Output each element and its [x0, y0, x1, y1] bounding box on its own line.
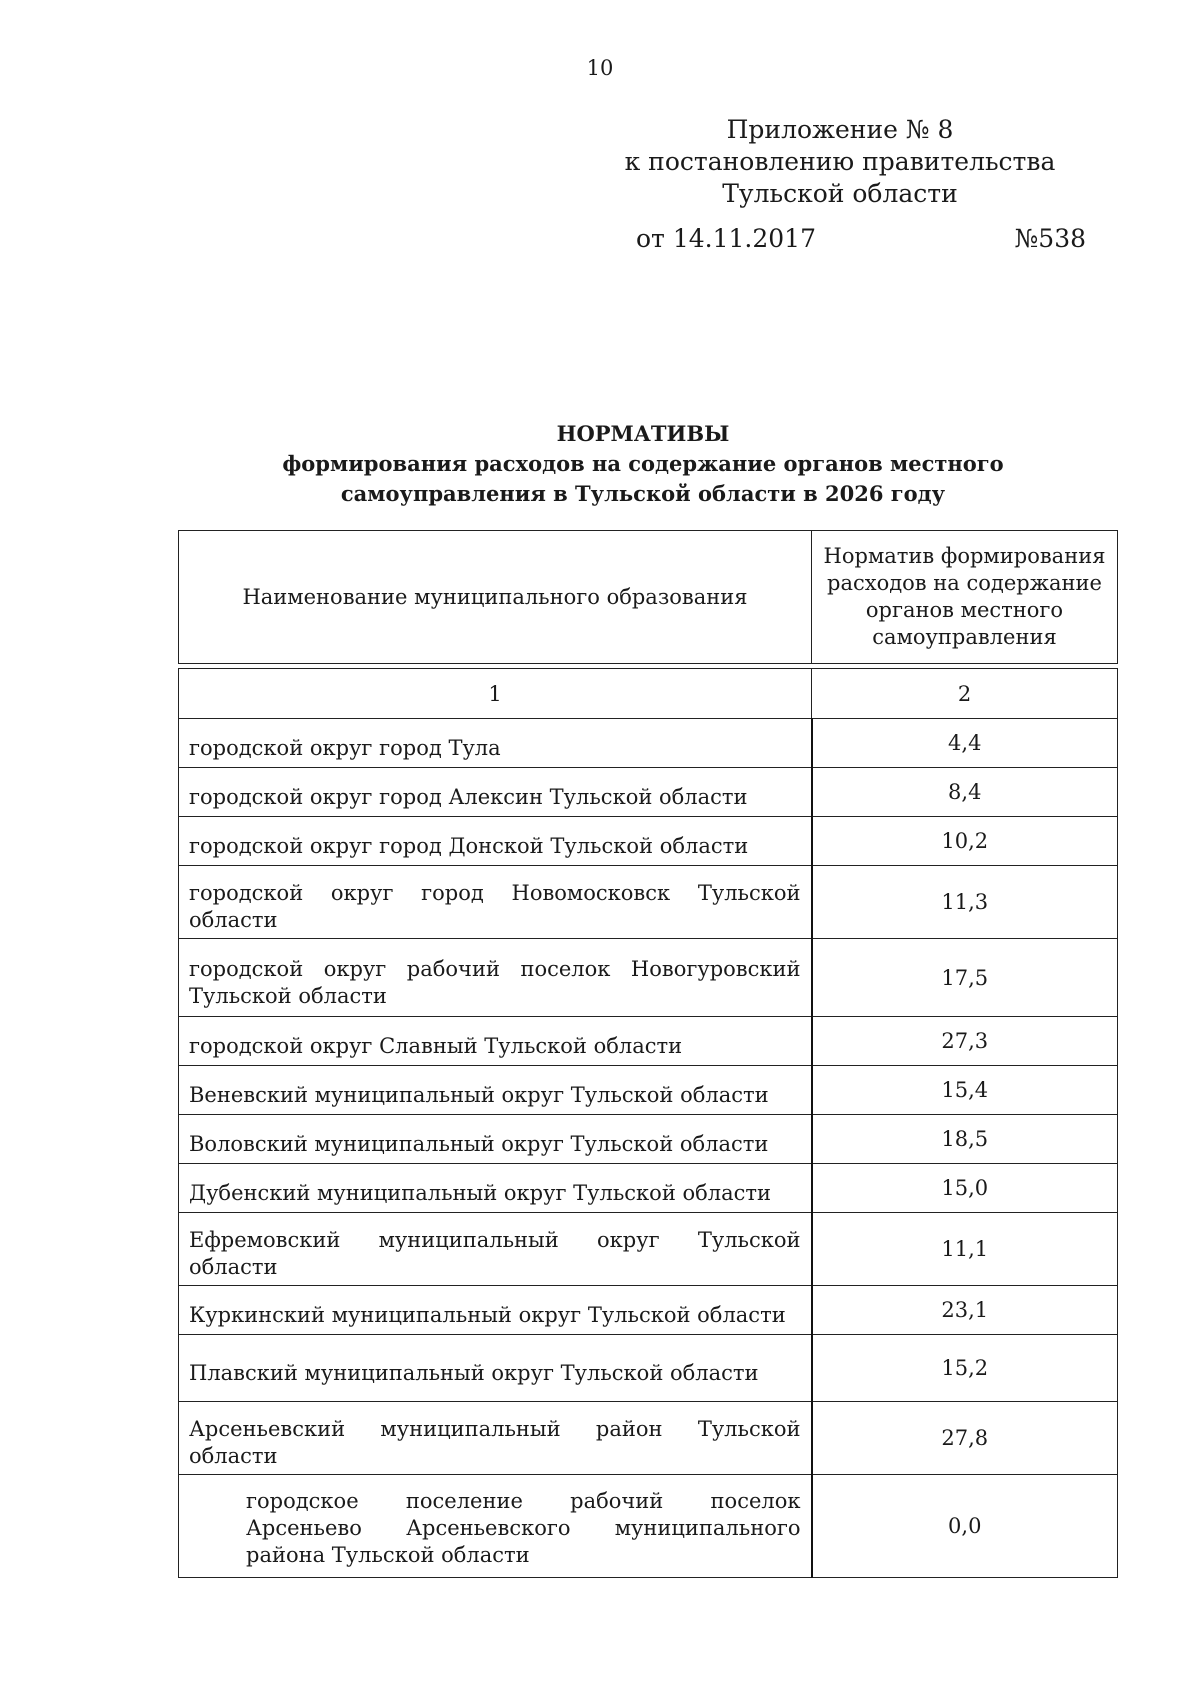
heading-subtitle-2: самоуправления в Тульской области в 2026 году: [340, 481, 946, 506]
municipality-name: Дубенский муниципальный округ Тульской области: [179, 1164, 812, 1213]
appendix-ref: к постановлению правительства: [624, 147, 1056, 176]
municipality-name: городской округ Славный Тульской области: [179, 1017, 812, 1066]
municipality-name: городской округ город Донской Тульской области: [179, 817, 812, 866]
document-date: от 14.11.2017: [636, 224, 816, 253]
table-row: [179, 1115, 1118, 1164]
norm-value: 18,5: [812, 1115, 1118, 1164]
municipality-name: Воловский муниципальный округ Тульской области: [179, 1115, 812, 1164]
heading-subtitle-1: формирования расходов на содержание органов местного: [282, 451, 1004, 476]
norm-value: 0,0: [812, 1475, 1118, 1578]
municipality-name: Ефремовский муниципальный округ Тульской области: [179, 1213, 812, 1286]
table-row: [179, 866, 1118, 939]
appendix-title: Приложение № 8: [726, 115, 954, 144]
norm-value: 27,3: [812, 1017, 1118, 1066]
table-row: [179, 939, 1118, 1017]
municipality-name: Веневский муниципальный округ Тульской области: [179, 1066, 812, 1115]
document-number: №538: [1014, 224, 1086, 253]
norm-value: 15,2: [812, 1335, 1118, 1402]
municipality-name: городской округ город Тула: [179, 719, 812, 768]
norm-value: 4,4: [812, 719, 1118, 768]
appendix-region: Тульской области: [722, 179, 958, 208]
table-row: [179, 817, 1118, 866]
table-row: [179, 1402, 1118, 1475]
column-number-1: 1: [179, 669, 812, 719]
document-date-line: [636, 224, 1086, 253]
norm-value: 10,2: [812, 817, 1118, 866]
norm-value: 15,4: [812, 1066, 1118, 1115]
norm-value: 15,0: [812, 1164, 1118, 1213]
table-header-row: [179, 531, 1118, 664]
table-row: [179, 1475, 1118, 1578]
municipality-name: городское поселение рабочий поселок Арсеньево Арсеньевского муниципального района Тульской области: [179, 1475, 812, 1578]
table-row: [179, 1286, 1118, 1335]
document-heading: [0, 419, 1200, 509]
page-number: 10: [586, 56, 614, 80]
column-number-row: [179, 669, 1118, 719]
heading-title: НОРМАТИВЫ: [556, 421, 730, 446]
table-row: [179, 1164, 1118, 1213]
municipality-name: Арсеньевский муниципальный район Тульской области: [179, 1402, 812, 1475]
norms-table: [178, 530, 1118, 1578]
municipality-name: городской округ город Алексин Тульской области: [179, 768, 812, 817]
municipality-name: Куркинский муниципальный округ Тульской области: [179, 1286, 812, 1335]
municipality-name: Плавский муниципальный округ Тульской области: [179, 1335, 812, 1402]
norm-value: 8,4: [812, 768, 1118, 817]
table-row: [179, 1066, 1118, 1115]
appendix-block: [600, 114, 1080, 210]
norm-value: 11,3: [812, 866, 1118, 939]
table-row: [179, 1213, 1118, 1286]
column-number-2: 2: [812, 669, 1118, 719]
table-row: [179, 768, 1118, 817]
column-header-name: Наименование муниципального образования: [179, 531, 812, 664]
norm-value: 17,5: [812, 939, 1118, 1017]
municipality-name: городской округ город Новомосковск Тульской области: [179, 866, 812, 939]
norm-value: 23,1: [812, 1286, 1118, 1335]
column-header-norm: Норматив формирования расходов на содержание органов местного самоуправления: [812, 531, 1118, 664]
table-row: [179, 1335, 1118, 1402]
table-row: [179, 719, 1118, 768]
table-body: [179, 719, 1118, 1578]
norm-value: 11,1: [812, 1213, 1118, 1286]
table-row: [179, 1017, 1118, 1066]
municipality-name: городской округ рабочий поселок Новогуровский Тульской области: [179, 939, 812, 1017]
norm-value: 27,8: [812, 1402, 1118, 1475]
